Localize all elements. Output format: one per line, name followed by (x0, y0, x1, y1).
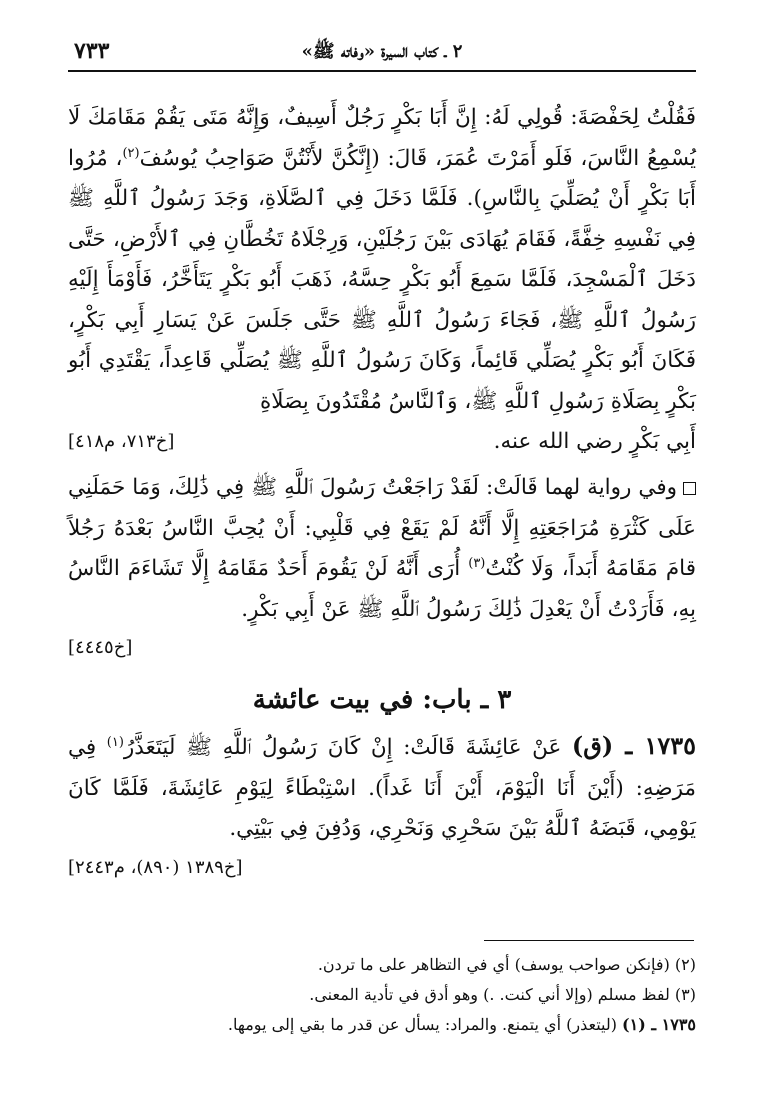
running-title: ٢ ـ كتاب السيرة «وفاته ﷺ» (301, 41, 463, 62)
reference-1: [خ٧١٣، م٤١٨] (68, 431, 175, 452)
footnote-ref-3: (٣) (468, 555, 486, 571)
paragraph-1-last-line (68, 422, 696, 462)
square-bullet-icon (683, 482, 696, 495)
hadith-text-cont: فِي مَرَضِهِ: (أَيْنَ أَنَا الْيَوْمَ، أَيْنَ أَنَا غَداً). اسْتِبْطَاءً لِيَوْمِ عَائِشَةَ، فَلَمَّا كَانَ يَوْمِي، قَبَضَهُ ٱللَّهُ بَيْنَ سَحْرِي وَنَحْرِي، وَدُفِنَ فِي بَيْتِي. (68, 735, 696, 841)
reference-2-line (68, 630, 696, 666)
footnote-3-text: لفظ مسلم (وإلا أني كنت. .) وهو أدق في تأدية المعنى. (309, 985, 675, 1004)
page-number: ٧٣٣ (74, 38, 110, 64)
footnote-2 (68, 950, 696, 980)
paragraph-1 (68, 98, 696, 422)
reference-3-line (68, 850, 696, 886)
paragraph-2-text: وفي رواية لهما قَالَتْ: لَقَدْ رَاجَعْتُ رَسُولَ ٱللَّهِ ﷺ فِي ذَٰلِكَ، وَمَا حَمَلَنِي عَلَى كَثْرَةِ مُرَاجَعَتِهِ إِلَّا أَنَّهُ لَمْ يَقَعْ فِي قَلْبِي: أَنْ يُحِبَّ النَّاسُ بَعْدَهُ رَجُلاً قامَ مَقَامَهُ أَبَداً، وَلَا كُنْتُ (68, 475, 696, 581)
page-header (68, 30, 696, 72)
footnote-1735-1 (68, 1010, 696, 1040)
footnote-3-number: (٣) (674, 985, 696, 1004)
chapter-heading: ٣ ـ باب: في بيت عائشة (252, 685, 512, 715)
footnote-1735-1-number: ١٧٣٥ ـ (١) (622, 1015, 696, 1034)
footnote-1735-1-text: (ليتعذر) أي يتمنع. والمراد: يسأل عن قدر ما بقي إلى يومها. (227, 1015, 623, 1034)
paragraph-1-ending: أَبِي بَكْرٍ رضي الله عنه. (493, 429, 696, 454)
paragraph-1-text: فَقُلْتُ لِحَفْصَةَ: قُولِي لَهُ: إِنَّ أَبَا بَكْرٍ رَجُلٌ أَسِيفٌ، وَإِنَّهُ مَتَى يَقُمْ مَقَامَكَ لَا يُسْمِعُ النَّاسَ، فَلَو أَمَرْتَ عُمَرَ، قَالَ: (إِنَّكُنَّ لأَنْتُنَّ صَوَاحِبُ يُوسُفَ (68, 105, 696, 171)
hadith-number: ١٧٣٥ ـ (ق) (571, 731, 696, 760)
paragraph-2 (68, 468, 696, 630)
reference-3: [خ١٣٨٩ (٨٩٠)، م٢٤٤٣] (68, 856, 243, 878)
hadith-text: عَنْ عَائِشَةَ قَالَتْ: إِنْ كَانَ رَسُولُ ٱللَّهِ ﷺ لَيَتَعَذَّرُ (123, 735, 572, 760)
reference-2: [خ٤٤٤٥] (68, 637, 133, 658)
footnotes (68, 950, 696, 1040)
main-text (68, 98, 696, 886)
hadith-1735 (68, 726, 696, 850)
footnote-ref-1: (١) (106, 734, 124, 750)
paragraph-2-text-cont: أُرَى أَنَّهُ لَنْ يَقُومَ أَحَدٌ مَقَامَهُ إِلَّا تَشَاءَمَ النَّاسُ بِهِ، فَأَرَدْتُ أَنْ يَعْدِلَ ذَٰلِكَ رَسُولُ ٱللَّهِ ﷺ عَنْ أَبِي بَكْرٍ. (68, 556, 696, 622)
footnote-2-number: (٢) (674, 955, 696, 974)
footnote-3 (68, 980, 696, 1010)
paragraph-1-text-cont: ، مُرُوا أَبَا بَكْرٍ أَنْ يُصَلِّيَ بِالنَّاسِ). فَلَمَّا دَخَلَ فِي ٱلصَّلَاةِ، وَجَدَ رَسُولُ ٱللَّهِ ﷺ فِي نَفْسِهِ خِفَّةً، فَقَامَ يُهَادَى بَيْنَ رَجُلَيْنِ، وَرِجْلَاهُ تَخُطَّانِ فِي ٱلأَرْضِ، حَتَّى دَخَلَ ٱلْمَسْجِدَ، فَلَمَّا سَمِعَ أَبُو بَكْرٍ حِسَّهُ، ذَهَبَ أَبُو بَكْرٍ يَتَأَخَّرُ، فَأَوْمَأَ إِلَيْهِ رَسُولُ ٱللَّهِ ﷺ، فَجَاءَ رَسُولُ ٱللَّهِ ﷺ حَتَّى جَلَسَ عَنْ يَسَارِ أَبِي بَكْرٍ، فَكَانَ أَبُو بَكْرٍ يُصَلِّي قَائِماً، وَكَانَ رَسُولُ ٱللَّهِ ﷺ يُصَلِّي قَاعِداً، يَقْتَدِي أَبُو بَكْرٍ بِصَلَاةِ رَسُولِ ٱللَّهِ ﷺ، وَٱلنَّاسُ مُقْتَدُونَ بِصَلَاةِ (68, 145, 696, 414)
footnote-divider (484, 940, 694, 941)
footnote-ref-2: (٢) (122, 145, 140, 161)
footnote-2-text: (فإنكن صواحب يوسف) أي في التظاهر على ما تردن. (317, 955, 675, 974)
